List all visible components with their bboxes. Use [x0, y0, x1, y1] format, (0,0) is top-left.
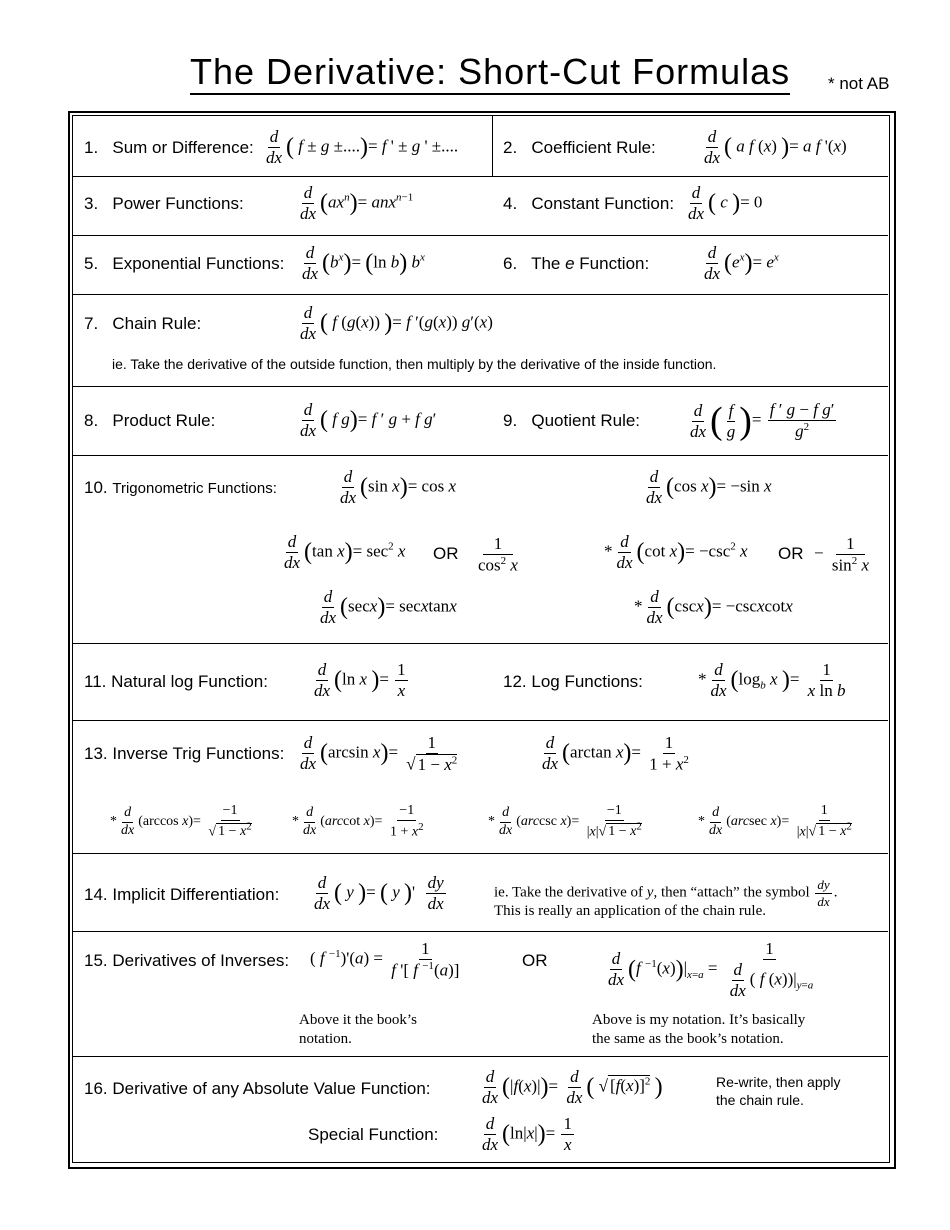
rule-6-label: 6. The e Function:: [503, 254, 650, 273]
formula-sin: $\frac{d}{dx}$ (sin x)= cos x: [340, 467, 456, 507]
divider: [72, 643, 888, 644]
formula-arcsin: $\frac{d}{dx}$ (arcsin x)= $\frac{1}{√ 1 - x^2}$: [300, 733, 458, 774]
rule-9-label: 9. Quotient Rule:: [503, 411, 641, 430]
rule-13-label: 13. Inverse Trig Functions:: [84, 744, 285, 763]
or-label: OR: [778, 544, 804, 563]
rule-5-label: 5. Exponential Functions:: [84, 254, 285, 273]
rule-8-label: 8. Product Rule:: [84, 411, 216, 430]
rule-15-label: 15. Derivatives of Inverses:: [84, 951, 290, 970]
rule-12-formula: * $\frac{d}{dx}$ ($\log_b$ x )= $\frac{1}{\text{x ln b}}$: [698, 660, 846, 700]
rule-4-label: 4. Constant Function:: [503, 194, 675, 213]
divider: [72, 235, 888, 236]
rule-14-explanation-2: This is really an application of the chain rule.: [494, 903, 766, 919]
rule-14-explanation: ie. Take the derivative of y, then “attach” the symbol $\frac{dy}{dx}$ .: [494, 877, 838, 909]
formula-arccsc: * $\frac{d}{dx}$ (arccsc x)= $\frac{-1}{|x|√ 1 - x^2}$: [488, 803, 642, 840]
special-function-label: Special Function:: [308, 1125, 439, 1144]
divider: [72, 853, 888, 854]
formula-cot-alt: − $\frac{1}{\sin^2 x}$: [814, 534, 869, 575]
divider: [72, 455, 888, 456]
divider: [72, 176, 888, 177]
rule-1-label: 1. Sum or Difference:: [84, 138, 254, 157]
special-function-formula: $\frac{d}{dx}$ (ln|x|)= $\frac{1}{x}$: [482, 1114, 572, 1154]
rule-15-note-right: Above is my notation. It’s basically: [592, 1012, 806, 1028]
divider: [72, 294, 888, 295]
divider: [72, 931, 888, 932]
divider: [72, 386, 888, 387]
formula-cot: * $\frac{d}{dx}$ (cot $x)= -\csc^2$ x: [604, 532, 748, 572]
formula-arccot: * $\frac{d}{dx}$ (arccot x)= $\frac{-1}{1 + x^2}$: [292, 803, 424, 840]
rule-6-formula: $\frac{d}{dx}$ $(e^x)= e^x$: [704, 243, 779, 283]
formula-cos: $\frac{d}{dx}$ (cos x)= −sin x: [646, 467, 772, 507]
divider: [72, 720, 888, 721]
rule-1-formula: $\frac{d}{dx}$ ( f ± g ±....)= f ' ± g ' ±....: [266, 127, 459, 167]
page-title: The Derivative: Short-Cut Formulas: [190, 52, 790, 95]
rule-7-label: 7. Chain Rule:: [84, 314, 202, 333]
rule-14-formula: $\frac{d}{dx}$ ( y )= ( y )' $\frac{dy}{dx}$: [314, 873, 444, 913]
or-label: OR: [433, 544, 459, 563]
rule-16-note: Re-write, then apply: [716, 1074, 841, 1090]
rule-5-formula: $\frac{d}{dx}$ $(b^x)= (\ln$ b) $b^x$: [302, 243, 425, 283]
rule-15-formula-mine: $\frac{d}{dx}$ (f $^{-1}(x))|_{x=a}$ = 1 $\frac{d}{dx}$ ( f $(x))|_{y=a}$: [608, 939, 814, 1000]
or-label: OR: [522, 951, 548, 970]
rule-10-label: 10. Trigonometric Functions:: [84, 478, 277, 497]
rule-3-label: 3. Power Functions:: [84, 194, 244, 213]
rule-8-formula: $\frac{d}{dx}$ ( f g)= f ′ g + f g′: [300, 400, 437, 440]
rule-3-formula: $\frac{d}{dx}$ $(ax^n)= anx^{n-1}$: [300, 183, 414, 223]
rule-15-note-left: Above it the book’s: [299, 1012, 417, 1028]
rule-7-explanation: ie. Take the derivative of the outside function, then multiply by the derivative of the inside function.: [112, 356, 717, 372]
formula-sec: $\frac{d}{dx}$ (secx)= secxtanx: [320, 587, 457, 627]
formula-arccos: * $\frac{d}{dx}$ (arccos x)= $\frac{-1}{√ 1 - x^2}$: [110, 803, 252, 840]
rule-7-formula: $\frac{d}{dx}$ ( f (g(x)) )= f ′(g(x)) g′(x): [300, 303, 493, 343]
rule-15-note-right-2: the same as the book’s notation.: [592, 1031, 784, 1047]
formula-arctan: $\frac{d}{dx}$ (arctan x)= $\frac{1}{1 + x^2}$: [542, 733, 689, 774]
rule-16-formula: $\frac{d}{dx}$ (|f(x)|)= $\frac{d}{dx}$ ( √ $[f(x)]^2$ ): [482, 1067, 663, 1107]
rule-4-formula: $\frac{d}{dx}$ ( c )= 0: [688, 183, 763, 223]
formula-tan-alt: $\frac{1}{\cos^2 x}$: [478, 534, 518, 575]
rule-12-label: 12. Log Functions:: [503, 672, 643, 691]
rule-2-label: 2. Coefficient Rule:: [503, 138, 656, 157]
rule-11-label: 11. Natural log Function:: [84, 672, 268, 691]
formula-tan: $\frac{d}{dx}$ (tan $x)= \sec^2 x$: [284, 532, 406, 572]
rule-9-formula: $\frac{d}{dx}$ ( $\frac{f}{g}$ )= $\frac{\text{f ′ g − f g′}}{g^2}$: [690, 400, 835, 442]
formula-csc: * $\frac{d}{dx}$ (cscx)= −cscxcotx: [634, 587, 793, 627]
divider: [72, 1056, 888, 1057]
rule-11-formula: $\frac{d}{dx}$ (ln x )= $\frac{1}{x}$: [314, 660, 406, 700]
rule-15-note-left-2: notation.: [299, 1031, 352, 1047]
not-ab-note: * not AB: [828, 74, 890, 93]
rule-16-label: 16. Derivative of any Absolute Value Function:: [84, 1079, 431, 1098]
rule-15-formula-book: ( f $^{-1}$)'(a) = $\frac{1}{f '[ f ^{-1}(a)]}$: [310, 939, 460, 980]
rule-2-formula: $\frac{d}{dx}$ ( a f (x) )= a f '(x): [704, 127, 847, 167]
formula-arcsec: * $\frac{d}{dx}$ (arcsec x)= $\frac{1}{|x|√ 1 - x^2}$: [698, 803, 852, 840]
column-divider: [492, 115, 493, 176]
rule-16-note-2: the chain rule.: [716, 1092, 804, 1108]
rule-14-label: 14. Implicit Differentiation:: [84, 885, 280, 904]
